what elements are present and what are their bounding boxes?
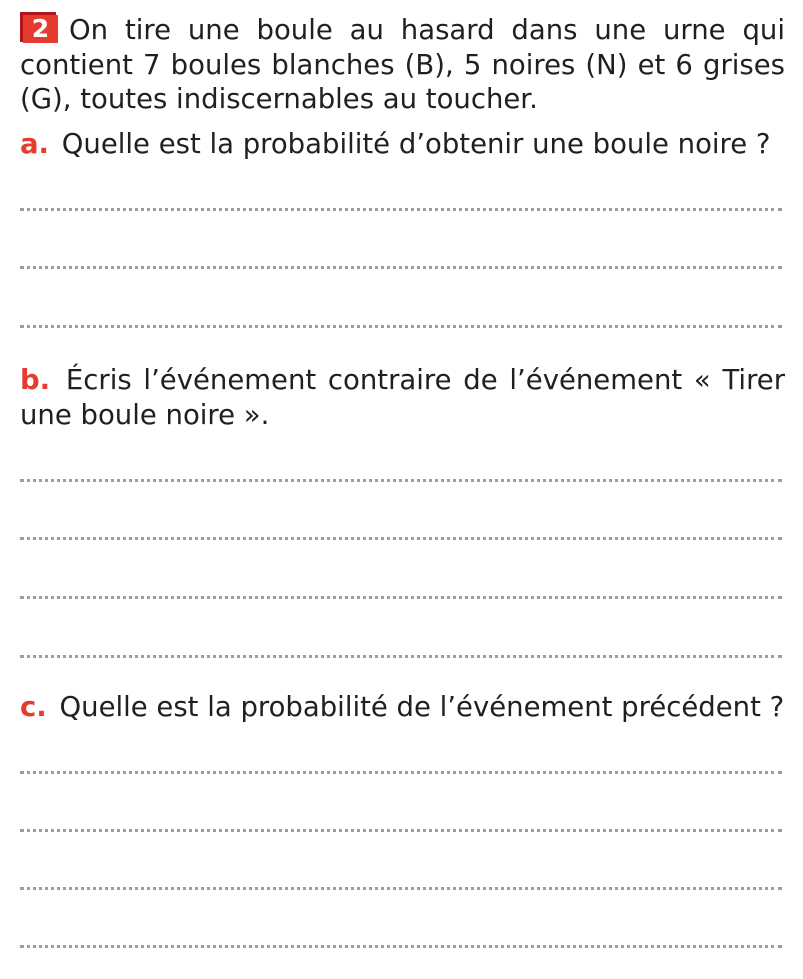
answer-line-a3[interactable] xyxy=(20,325,782,328)
answer-line-c2[interactable] xyxy=(20,829,782,832)
exercise-statement xyxy=(20,12,785,117)
answer-line-a1[interactable] xyxy=(20,208,782,211)
answer-line-c4[interactable] xyxy=(20,945,782,948)
question-b-text: Écris l’événement contraire de l’événement « Tirer une boule noire ». xyxy=(20,364,785,431)
exercise-number: 2 xyxy=(23,15,58,43)
answer-line-a2[interactable] xyxy=(20,266,782,269)
statement-text: On tire une boule au hasard dans une urne qui contient 7 boules blanches (B), 5 noires (N) et 6 grises (G), toutes indiscernables au toucher. xyxy=(20,14,785,115)
answer-line-b2[interactable] xyxy=(20,537,782,540)
question-b-label: b. xyxy=(20,364,51,396)
question-c xyxy=(20,690,785,725)
question-a xyxy=(20,127,785,162)
question-a-text: Quelle est la probabilité d’obtenir une boule noire ? xyxy=(61,128,771,160)
question-c-text: Quelle est la probabilité de l’événement précédent ? xyxy=(59,691,785,723)
answer-line-c1[interactable] xyxy=(20,771,782,774)
exercise-number-badge xyxy=(20,12,60,43)
question-c-label: c. xyxy=(20,691,47,723)
question-b xyxy=(20,363,785,432)
answer-line-c3[interactable] xyxy=(20,887,782,890)
answer-line-b4[interactable] xyxy=(20,655,782,658)
question-a-label: a. xyxy=(20,128,50,160)
answer-line-b1[interactable] xyxy=(20,479,782,482)
answer-line-b3[interactable] xyxy=(20,596,782,599)
